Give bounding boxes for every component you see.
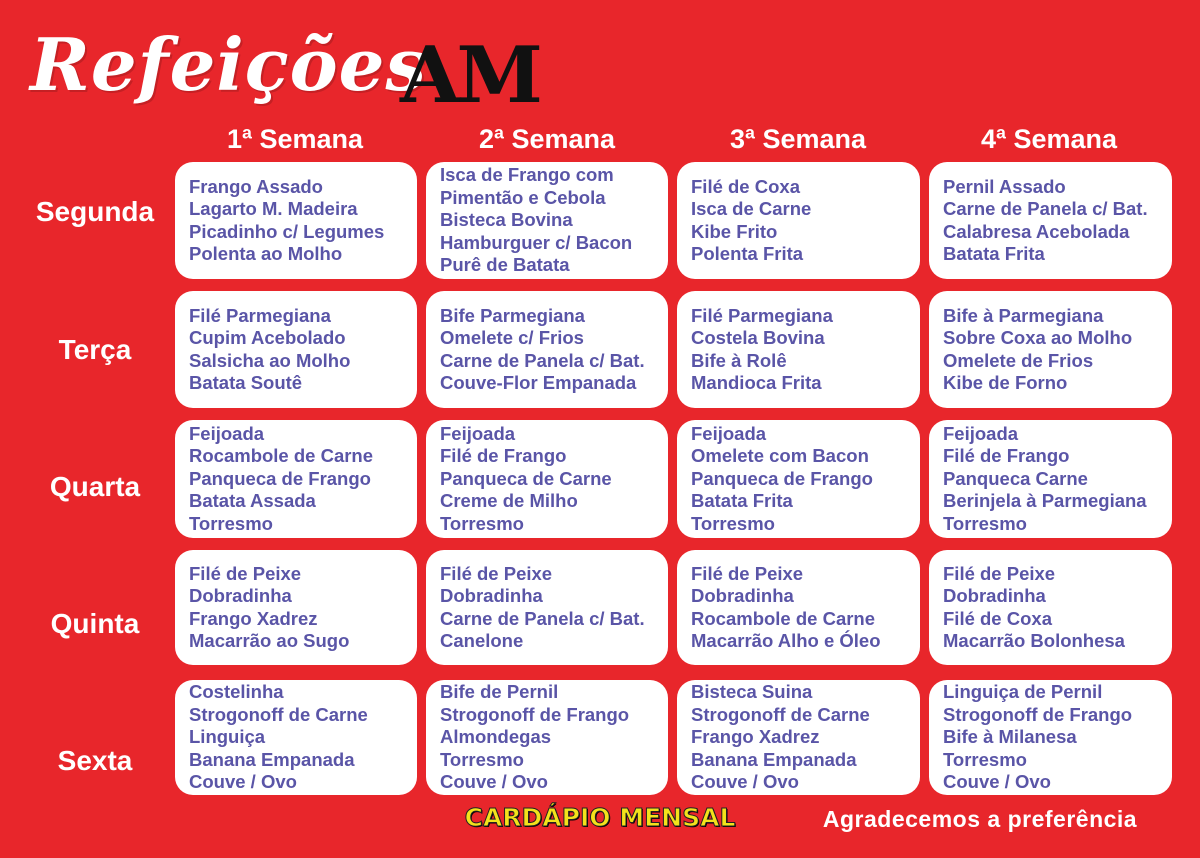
menu-cell [929, 162, 1172, 279]
menu-item: Torresmo [440, 748, 524, 770]
menu-item: Purê de Batata [440, 254, 570, 276]
menu-cell [426, 550, 668, 665]
menu-item: Filé de Peixe [943, 562, 1056, 584]
menu-item: Filé de Peixe [189, 562, 302, 584]
menu-item: Frango Assado [189, 175, 323, 197]
menu-item: Panqueca de Carne [440, 467, 612, 489]
menu-item: Torresmo [189, 512, 273, 534]
monthly-menu-banner: CARDÁPIO MENSAL [464, 803, 736, 832]
menu-cell [426, 291, 668, 408]
menu-cell [929, 291, 1172, 408]
menu-cell [426, 420, 668, 538]
menu-item: Canelone [440, 630, 524, 651]
menu-item: Filé de Peixe [440, 562, 553, 584]
menu-item: Batata Frita [691, 490, 793, 512]
day-label-terca: Terça [58, 334, 132, 365]
menu-cell [677, 162, 920, 279]
menu-item: Banana Empanada [189, 748, 355, 770]
menu-item: Dobradinha [189, 585, 292, 606]
menu-item: Costela Bovina [691, 327, 825, 348]
menu-item: Kibe Frito [691, 220, 778, 242]
menu-item: Lagarto M. Madeira [189, 198, 358, 219]
menu-item: Omelete com Bacon [691, 445, 869, 467]
menu-item: Filé Parmegiana [189, 304, 331, 326]
menu-item: Panqueca de Frango [691, 467, 873, 489]
menu-item: Bife Parmegiana [440, 304, 585, 326]
menu-item: Mandioca Frita [691, 372, 822, 393]
menu-cell [175, 291, 417, 408]
menu-item: Filé de Frango [943, 445, 1070, 467]
menu-item: Strogonoff de Frango [440, 703, 630, 725]
menu-item: Torresmo [943, 512, 1027, 534]
menu-item: Couve / Ovo [189, 771, 297, 793]
menu-item: Hamburguer c/ Bacon [440, 231, 633, 253]
menu-item: Dobradinha [691, 585, 794, 606]
menu-item: Batata Assada [189, 490, 316, 512]
menu-item: Macarrão Alho e Óleo [691, 630, 881, 651]
menu-item: Panqueca de Frango [189, 467, 371, 489]
menu-item: Torresmo [440, 512, 524, 534]
menu-cell [929, 550, 1172, 665]
week-header-3: 3ª Semana [729, 124, 867, 154]
menu-item: Rocambole de Carne [189, 445, 374, 467]
menu-item: Dobradinha [943, 585, 1046, 606]
menu-cell [677, 420, 920, 538]
menu-cell [929, 680, 1172, 795]
menu-item: Torresmo [691, 512, 775, 534]
menu-item: Macarrão ao Sugo [189, 630, 350, 651]
menu-cell [175, 550, 417, 665]
menu-item: Picadinho c/ Legumes [189, 220, 385, 242]
menu-item: Frango Xadrez [691, 726, 820, 748]
menu-cell [426, 162, 668, 279]
menu-item: Costelinha [189, 681, 284, 703]
menu-item: Polenta Frita [691, 243, 804, 264]
menu-item: Creme de Milho [440, 490, 578, 512]
menu-item: Bisteca Suina [691, 681, 813, 703]
menu-item: Feijoada [943, 422, 1019, 444]
brand-logo: AM [400, 30, 539, 121]
menu-item: Feijoada [189, 422, 265, 444]
menu-item: Polenta ao Molho [189, 243, 343, 264]
week-header-1: 1ª Semana [226, 124, 364, 154]
menu-item: Omelete c/ Frios [440, 327, 584, 348]
menu-item: Torresmo [943, 748, 1027, 770]
menu-item: Couve / Ovo [440, 771, 548, 793]
menu-item: Strogonoff de Carne [189, 703, 368, 725]
menu-item: Couve-Flor Empanada [440, 372, 637, 393]
menu-item: Filé Parmegiana [691, 304, 833, 326]
menu-cell [677, 550, 920, 665]
menu-item: Strogonoff de Carne [691, 703, 870, 725]
menu-item: Isca de Frango com [440, 164, 614, 186]
menu-item: Carne de Panela c/ Bat. [440, 607, 645, 629]
menu-item: Berinjela à Parmegiana [943, 490, 1147, 512]
menu-item: Calabresa Acebolada [943, 220, 1130, 242]
menu-item: Batata Frita [943, 243, 1045, 264]
week-header-2: 2ª Semana [478, 124, 616, 154]
menu-cell [175, 680, 417, 795]
menu-item: Banana Empanada [691, 748, 857, 770]
menu-item: Filé de Coxa [943, 607, 1052, 629]
menu-item: Bife à Milanesa [943, 726, 1077, 748]
menu-item: Pimentão e Cebola [440, 186, 606, 208]
menu-item: Filé de Frango [440, 445, 567, 467]
menu-item: Linguiça de Pernil [943, 681, 1103, 703]
menu-item: Omelete de Frios [943, 349, 1094, 371]
menu-item: Bife à Rolê [691, 349, 787, 371]
menu-item: Filé de Peixe [691, 562, 804, 584]
menu-item: Linguiça [189, 726, 266, 748]
menu-cell [929, 420, 1172, 538]
menu-item: Carne de Panela c/ Bat. [943, 198, 1148, 219]
menu-item: Dobradinha [440, 585, 543, 606]
menu-item: Almondegas [440, 726, 552, 748]
menu-cell [677, 680, 920, 795]
thanks-message: Agradecemos a preferência [822, 806, 1138, 832]
menu-item: Bisteca Bovina [440, 209, 573, 231]
menu-item: Couve / Ovo [943, 771, 1051, 793]
menu-item: Filé de Coxa [691, 175, 800, 197]
menu-item: Bife à Parmegiana [943, 304, 1104, 326]
menu-cell [175, 420, 417, 538]
week-header-4: 4ª Semana [980, 124, 1118, 154]
menu-item: Rocambole de Carne [691, 607, 876, 629]
menu-item: Macarrão Bolonhesa [943, 630, 1125, 651]
menu-item: Sobre Coxa ao Molho [943, 327, 1133, 348]
menu-cell [175, 162, 417, 279]
page-title: Refeições [30, 22, 427, 107]
menu-item: Feijoada [440, 422, 516, 444]
menu-item: Panqueca Carne [943, 467, 1088, 489]
day-label-segunda: Segunda [35, 196, 155, 227]
menu-item: Pernil Assado [943, 175, 1066, 197]
menu-item: Couve / Ovo [691, 771, 799, 793]
day-label-quinta: Quinta [50, 608, 140, 639]
menu-item: Feijoada [691, 422, 767, 444]
day-label-quarta: Quarta [49, 471, 141, 502]
menu-item: Carne de Panela c/ Bat. [440, 349, 645, 371]
menu-item: Cupim Acebolado [189, 327, 346, 348]
menu-cell [426, 680, 668, 795]
menu-item: Strogonoff de Frango [943, 703, 1133, 725]
menu-cell [677, 291, 920, 408]
day-label-sexta: Sexta [57, 745, 133, 776]
menu-item: Isca de Carne [691, 198, 812, 219]
menu-item: Salsicha ao Molho [189, 349, 351, 371]
menu-item: Batata Soutê [189, 372, 303, 393]
menu-item: Kibe de Forno [943, 372, 1068, 393]
menu-item: Bife de Pernil [440, 681, 559, 703]
menu-item: Frango Xadrez [189, 607, 318, 629]
